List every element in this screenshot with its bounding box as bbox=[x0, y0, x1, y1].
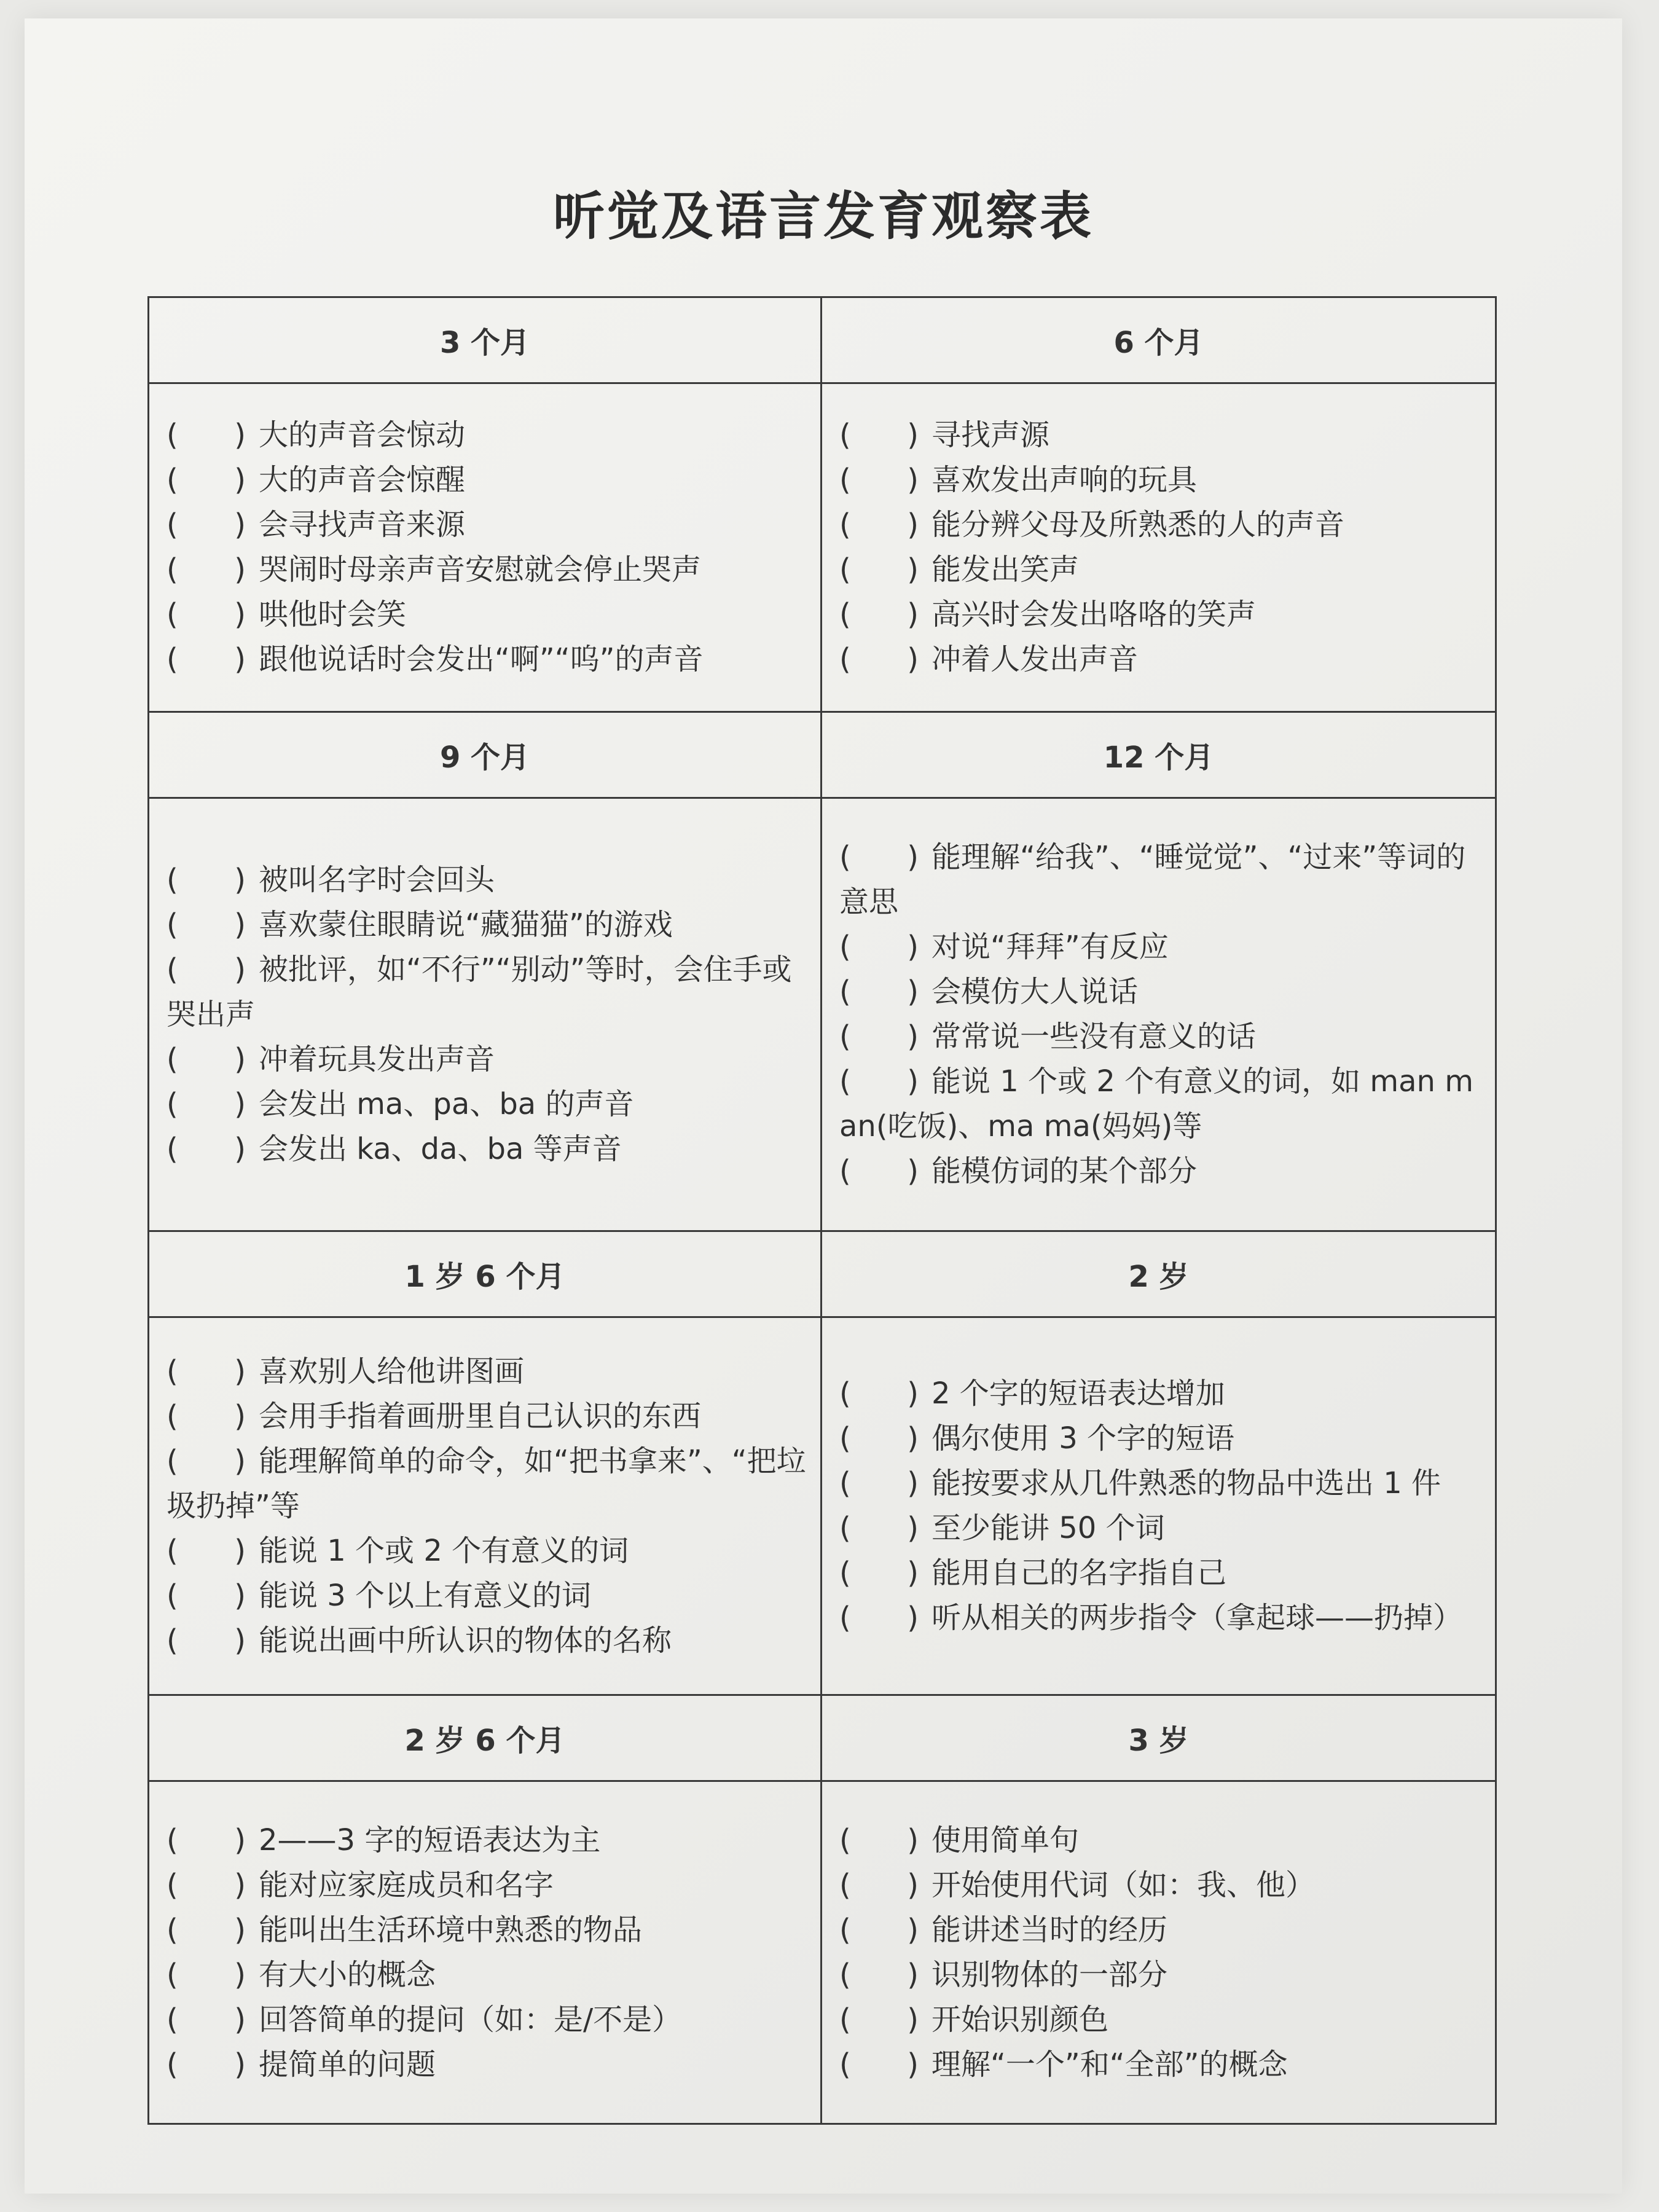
checklist-item bbox=[839, 970, 1481, 1014]
section-list bbox=[822, 799, 1495, 1232]
checklist-item bbox=[167, 1394, 807, 1439]
check-bracket[interactable]: ( ) bbox=[167, 952, 246, 987]
checklist-item bbox=[839, 1953, 1481, 1998]
checklist-item-text: 能发出笑声 bbox=[931, 552, 1080, 587]
check-bracket[interactable]: ( ) bbox=[839, 418, 919, 452]
checklist-item bbox=[839, 835, 1481, 925]
checklist-item-text: 能模仿词的某个部分 bbox=[931, 1154, 1198, 1188]
checklist-item bbox=[839, 1149, 1481, 1194]
check-bracket[interactable]: ( ) bbox=[167, 1533, 246, 1568]
check-bracket[interactable]: ( ) bbox=[167, 1041, 246, 1077]
checklist-item bbox=[167, 947, 807, 1037]
checklist-item-text: 能分辨父母及所熟悉的人的声音 bbox=[931, 508, 1345, 542]
checklist-item bbox=[839, 1506, 1481, 1551]
checklist-item-text: 能说 1 个或 2 个有意义的词，如 man man(吃饭)、ma ma(妈妈)等 bbox=[839, 1064, 1473, 1143]
checklist-item-text: 能用自己的名字指自己 bbox=[931, 1556, 1227, 1590]
checklist-item-text: 大的声音会惊动 bbox=[259, 418, 466, 452]
checklist-item-text: 喜欢蒙住眼睛说“藏猫猫”的游戏 bbox=[259, 907, 673, 942]
section-list bbox=[149, 1782, 822, 2123]
checklist-item bbox=[167, 1349, 807, 1394]
check-bracket[interactable]: ( ) bbox=[839, 597, 919, 632]
check-bracket[interactable]: ( ) bbox=[167, 1578, 246, 1613]
check-bracket[interactable]: ( ) bbox=[167, 1822, 246, 1857]
check-bracket[interactable]: ( ) bbox=[839, 1867, 919, 1902]
checklist-item-text: 识别物体的一部分 bbox=[931, 1957, 1168, 1992]
check-bracket[interactable]: ( ) bbox=[167, 862, 246, 897]
checklist-item bbox=[167, 1574, 807, 1618]
checklist-item bbox=[167, 1037, 807, 1082]
check-bracket[interactable]: ( ) bbox=[167, 508, 246, 542]
checklist-item-text: 常常说一些没有意义的话 bbox=[931, 1019, 1257, 1054]
checklist-item-text: 能叫出生活环境中熟悉的物品 bbox=[259, 1912, 643, 1947]
check-bracket[interactable]: ( ) bbox=[839, 1912, 919, 1947]
checklist-item-text: 会用手指着画册里自己认识的东西 bbox=[259, 1398, 702, 1433]
check-bracket[interactable]: ( ) bbox=[839, 642, 919, 677]
checklist-item bbox=[839, 413, 1481, 458]
check-bracket[interactable]: ( ) bbox=[167, 1398, 246, 1433]
check-bracket[interactable]: ( ) bbox=[839, 463, 919, 497]
checklist-item bbox=[839, 1371, 1481, 1416]
checklist-item-text: 2——3 字的短语表达为主 bbox=[259, 1822, 601, 1857]
checklist-item-text: 高兴时会发出咯咯的笑声 bbox=[931, 597, 1257, 632]
section-list bbox=[149, 799, 822, 1232]
checklist-item bbox=[167, 1818, 807, 1863]
check-bracket[interactable]: ( ) bbox=[167, 418, 246, 452]
checklist-item-text: 能理解简单的命令，如“把书拿来”、“把垃圾扔掉”等 bbox=[167, 1443, 806, 1523]
check-bracket[interactable]: ( ) bbox=[839, 1154, 919, 1188]
section-heading-9-months: 9 个月 bbox=[149, 713, 822, 799]
checklist-item bbox=[839, 1059, 1481, 1149]
document-title: 听觉及语言发育观察表 bbox=[552, 186, 1094, 246]
checklist-item bbox=[167, 903, 807, 947]
checklist-item bbox=[839, 1551, 1481, 1596]
checklist-item bbox=[839, 1416, 1481, 1461]
checklist-item bbox=[167, 503, 807, 547]
check-bracket[interactable]: ( ) bbox=[839, 930, 919, 964]
checklist-item-text: 能说 1 个或 2 个有意义的词 bbox=[259, 1533, 629, 1568]
checklist-item-text: 理解“一个”和“全部”的概念 bbox=[931, 2047, 1288, 2082]
checklist-item bbox=[167, 1908, 807, 1953]
checklist-item-text: 提简单的问题 bbox=[259, 2047, 436, 2082]
checklist-item bbox=[167, 2042, 807, 2087]
checklist-item-text: 大的声音会惊醒 bbox=[259, 463, 466, 497]
section-list bbox=[822, 384, 1495, 713]
check-bracket[interactable]: ( ) bbox=[839, 1421, 919, 1456]
section-heading-12-months: 12 个月 bbox=[822, 713, 1495, 799]
check-bracket[interactable]: ( ) bbox=[167, 463, 246, 497]
check-bracket[interactable]: ( ) bbox=[839, 1019, 919, 1054]
checklist-item-text: 对说“拜拜”有反应 bbox=[931, 930, 1169, 964]
paper-sheet bbox=[25, 18, 1622, 2194]
check-bracket[interactable]: ( ) bbox=[839, 1822, 919, 1857]
checklist-item bbox=[839, 1014, 1481, 1059]
checklist-item-text: 冲着人发出声音 bbox=[931, 642, 1139, 677]
checklist-item bbox=[167, 1618, 807, 1663]
check-bracket[interactable]: ( ) bbox=[839, 508, 919, 542]
checklist-item-text: 哭闹时母亲声音安慰就会停止哭声 bbox=[259, 552, 702, 587]
checklist-item bbox=[839, 1461, 1481, 1506]
check-bracket[interactable]: ( ) bbox=[839, 1556, 919, 1590]
checklist-item-text: 会寻找声音来源 bbox=[259, 508, 466, 542]
section-list bbox=[822, 1782, 1495, 2123]
check-bracket[interactable]: ( ) bbox=[839, 975, 919, 1009]
checklist-item bbox=[839, 1998, 1481, 2042]
check-bracket[interactable]: ( ) bbox=[167, 1912, 246, 1947]
section-heading-30-months: 2 岁 6 个月 bbox=[149, 1696, 822, 1782]
checklist-item-text: 能讲述当时的经历 bbox=[931, 1912, 1168, 1947]
checklist-item bbox=[839, 637, 1481, 682]
checklist-item-text: 能说 3 个以上有意义的词 bbox=[259, 1578, 592, 1613]
checklist-item-text: 能说出画中所认识的物体的名称 bbox=[259, 1623, 672, 1658]
checklist-item-text: 有大小的概念 bbox=[259, 1957, 436, 1992]
check-bracket[interactable]: ( ) bbox=[167, 1867, 246, 1902]
checklist-item bbox=[839, 2042, 1481, 2087]
check-bracket[interactable]: ( ) bbox=[839, 1511, 919, 1545]
check-bracket[interactable]: ( ) bbox=[839, 1466, 919, 1500]
checklist-item-text: 能按要求从几件熟悉的物品中选出 1 件 bbox=[931, 1466, 1441, 1500]
checklist-item-text: 寻找声源 bbox=[931, 418, 1050, 452]
checklist-item-text: 被叫名字时会回头 bbox=[259, 862, 495, 897]
checklist-item bbox=[167, 458, 807, 503]
checklist-item bbox=[167, 413, 807, 458]
check-bracket[interactable]: ( ) bbox=[839, 2047, 919, 2082]
check-bracket[interactable]: ( ) bbox=[167, 1623, 246, 1658]
check-bracket[interactable]: ( ) bbox=[167, 907, 246, 942]
checklist-item-text: 喜欢别人给他讲图画 bbox=[259, 1354, 525, 1389]
checklist-item-text: 使用简单句 bbox=[931, 1822, 1080, 1857]
checklist-item bbox=[167, 1082, 807, 1127]
checklist-item-text: 回答简单的提问（如：是/不是） bbox=[259, 2002, 682, 2037]
checklist-item-text: 偶尔使用 3 个字的短语 bbox=[931, 1421, 1235, 1456]
section-heading-3-months: 3 个月 bbox=[149, 298, 822, 384]
checklist-item bbox=[167, 1998, 807, 2042]
checklist-item-text: 哄他时会笑 bbox=[259, 597, 407, 632]
checklist-item-text: 能对应家庭成员和名字 bbox=[259, 1867, 554, 1902]
checklist-item bbox=[167, 592, 807, 637]
section-heading-2-years: 2 岁 bbox=[822, 1232, 1495, 1318]
check-bracket[interactable]: ( ) bbox=[167, 642, 246, 677]
checklist-item bbox=[167, 1529, 807, 1574]
checklist-item bbox=[167, 547, 807, 592]
checklist-item-text: 喜欢发出声响的玩具 bbox=[931, 463, 1198, 497]
checklist-item bbox=[167, 858, 807, 903]
checklist-item-text: 跟他说话时会发出“啊”“呜”的声音 bbox=[259, 642, 704, 677]
checklist-item bbox=[839, 1818, 1481, 1863]
checklist-item bbox=[839, 1596, 1481, 1641]
section-heading-3-years: 3 岁 bbox=[822, 1696, 1495, 1782]
checklist-item-text: 会模仿大人说话 bbox=[931, 975, 1139, 1009]
check-bracket[interactable]: ( ) bbox=[167, 1131, 246, 1166]
section-heading-18-months: 1 岁 6 个月 bbox=[149, 1232, 822, 1318]
check-bracket[interactable]: ( ) bbox=[839, 1601, 919, 1635]
checklist-item bbox=[839, 547, 1481, 592]
check-bracket[interactable]: ( ) bbox=[839, 1376, 919, 1411]
checklist-item-text: 2 个字的短语表达增加 bbox=[931, 1376, 1225, 1411]
checklist-item bbox=[839, 503, 1481, 547]
check-bracket[interactable]: ( ) bbox=[167, 597, 246, 632]
check-bracket[interactable]: ( ) bbox=[167, 1086, 246, 1121]
check-bracket[interactable]: ( ) bbox=[839, 1064, 919, 1099]
observation-table bbox=[147, 296, 1497, 2125]
check-bracket[interactable]: ( ) bbox=[839, 1957, 919, 1992]
checklist-item-text: 能理解“给我”、“睡觉觉”、“过来”等词的意思 bbox=[839, 840, 1466, 919]
checklist-item-text: 会发出 ka、da、ba 等声音 bbox=[259, 1131, 622, 1166]
checklist-item bbox=[167, 1863, 807, 1908]
checklist-item-text: 会发出 ma、pa、ba 的声音 bbox=[259, 1086, 634, 1121]
check-bracket[interactable]: ( ) bbox=[167, 2047, 246, 2082]
check-bracket[interactable]: ( ) bbox=[839, 2002, 919, 2037]
checklist-item bbox=[167, 1439, 807, 1529]
check-bracket[interactable]: ( ) bbox=[167, 552, 246, 587]
checklist-item bbox=[839, 1908, 1481, 1953]
section-heading-6-months: 6 个月 bbox=[822, 298, 1495, 384]
checklist-item-text: 至少能讲 50 个词 bbox=[931, 1511, 1165, 1545]
checklist-item bbox=[839, 458, 1481, 503]
check-bracket[interactable]: ( ) bbox=[167, 2002, 246, 2037]
section-list bbox=[822, 1318, 1495, 1696]
checklist-item bbox=[167, 1127, 807, 1172]
checklist-item bbox=[839, 1863, 1481, 1908]
check-bracket[interactable]: ( ) bbox=[839, 840, 919, 874]
checklist-item-text: 开始使用代词（如：我、他） bbox=[931, 1867, 1316, 1902]
checklist-item bbox=[839, 592, 1481, 637]
check-bracket[interactable]: ( ) bbox=[839, 552, 919, 587]
check-bracket[interactable]: ( ) bbox=[167, 1957, 246, 1992]
checklist-item bbox=[167, 637, 807, 682]
checklist-item-text: 听从相关的两步指令（拿起球——扔掉） bbox=[931, 1601, 1463, 1635]
checklist-item bbox=[167, 1953, 807, 1998]
checklist-item-text: 开始识别颜色 bbox=[931, 2002, 1109, 2037]
checklist-item-text: 冲着玩具发出声音 bbox=[259, 1041, 495, 1077]
check-bracket[interactable]: ( ) bbox=[167, 1354, 246, 1389]
section-list bbox=[149, 1318, 822, 1696]
checklist-item bbox=[839, 925, 1481, 970]
check-bracket[interactable]: ( ) bbox=[167, 1443, 246, 1478]
checklist-item-text: 被批评，如“不行”“别动”等时，会住手或哭出声 bbox=[167, 952, 792, 1032]
section-list bbox=[149, 384, 822, 713]
